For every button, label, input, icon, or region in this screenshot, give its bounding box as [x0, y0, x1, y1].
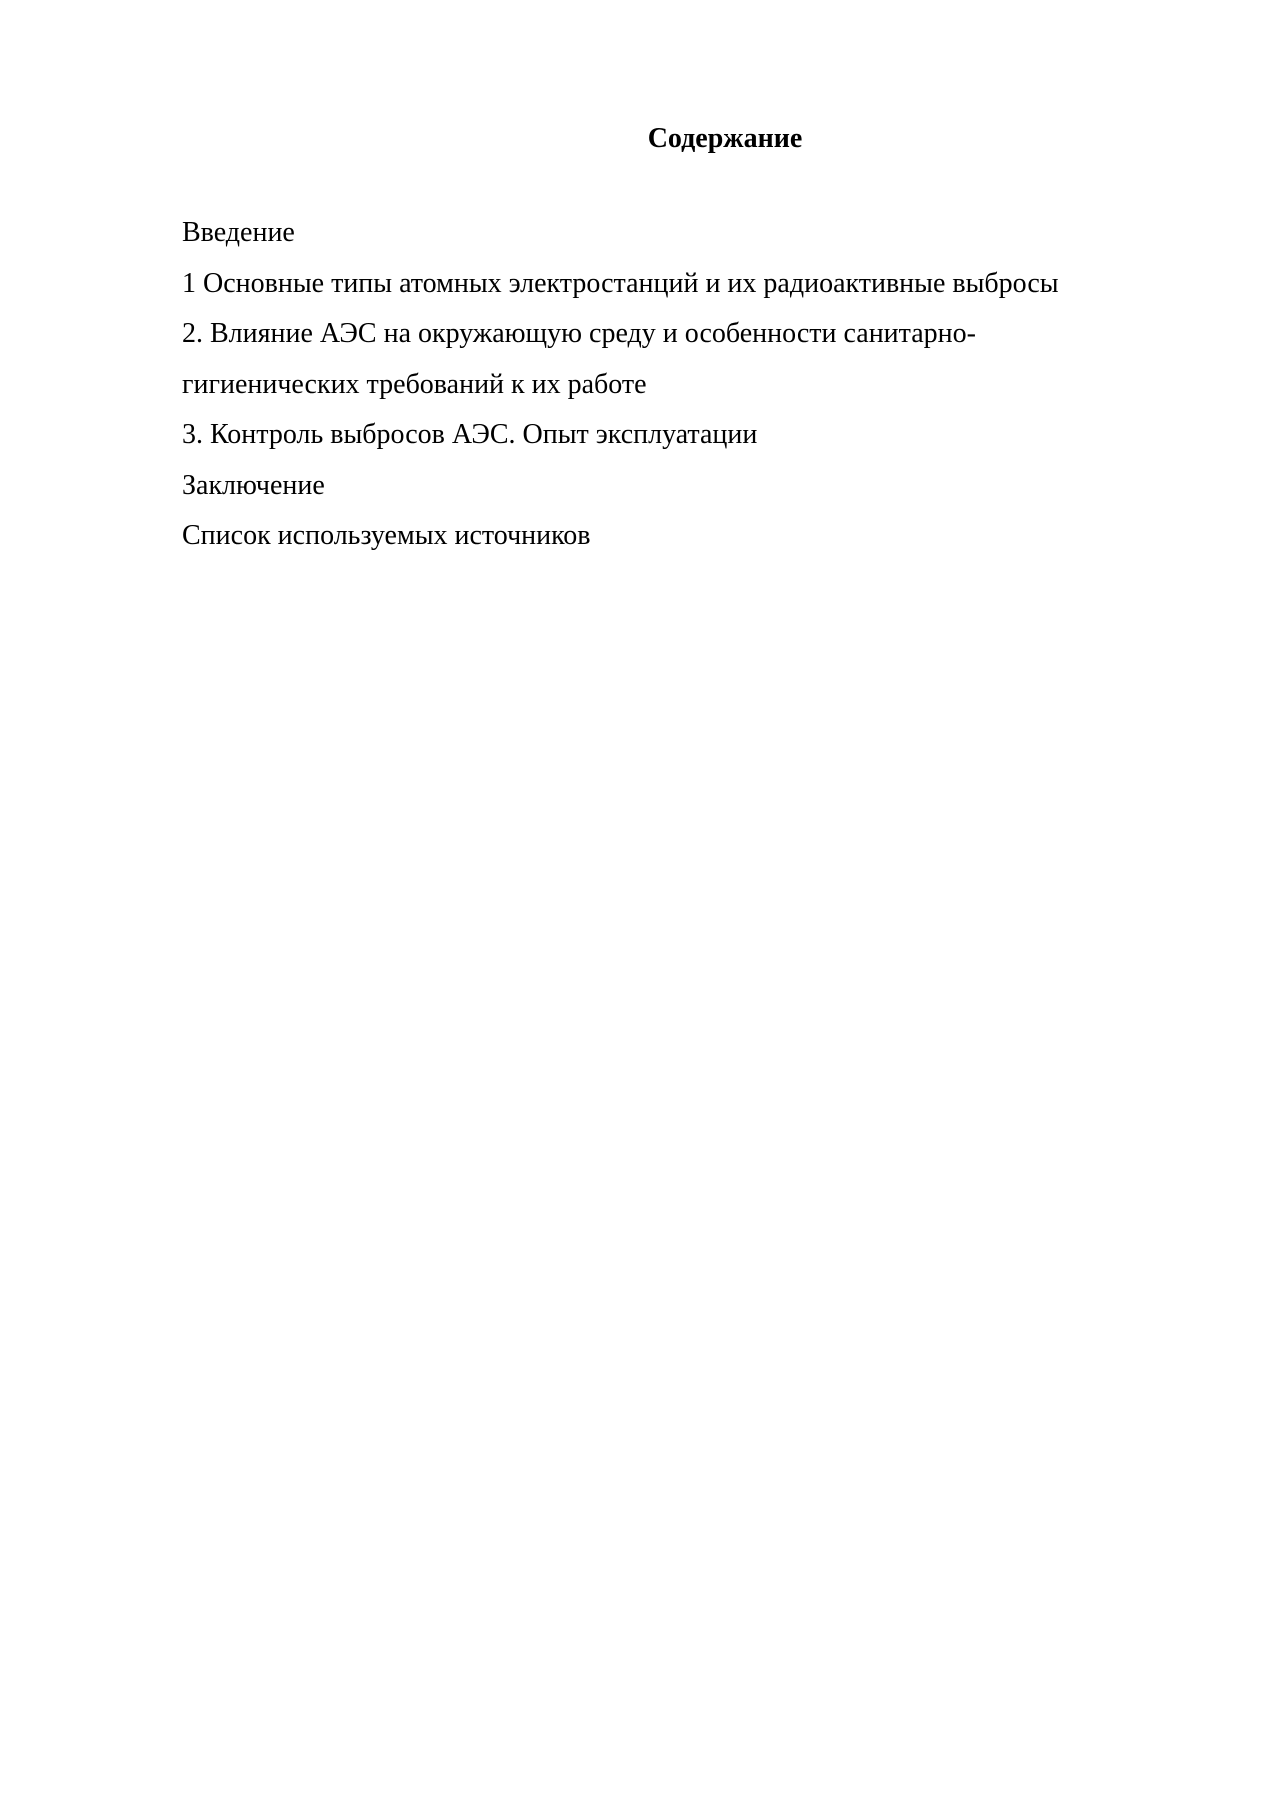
toc-item-section-3: [182, 410, 1142, 461]
toc-item-conclusion: [182, 461, 1142, 512]
toc-item-introduction: [182, 208, 1142, 259]
toc-item-section-1: [182, 259, 1142, 310]
toc-item-line: гигиенических требований к их работе: [182, 368, 647, 400]
page-title: Содержание: [647, 123, 803, 154]
toc-item-line: Введение: [182, 217, 295, 248]
table-of-contents: [182, 208, 1142, 562]
toc-item-line: Список используемых источников: [182, 520, 591, 551]
toc-item-line: 1 Основные типы атомных электростанций и их радиоактивные выбросы: [182, 267, 1059, 299]
toc-item-line: 2. Влияние АЭС на окружающую среду и особенности санитарно-: [182, 318, 976, 349]
toc-item-section-2: [182, 309, 1142, 410]
toc-item-line: Заключение: [182, 469, 325, 501]
toc-item-line: 3. Контроль выбросов АЭС. Опыт эксплуатации: [182, 419, 758, 450]
toc-item-references: [182, 511, 1142, 562]
